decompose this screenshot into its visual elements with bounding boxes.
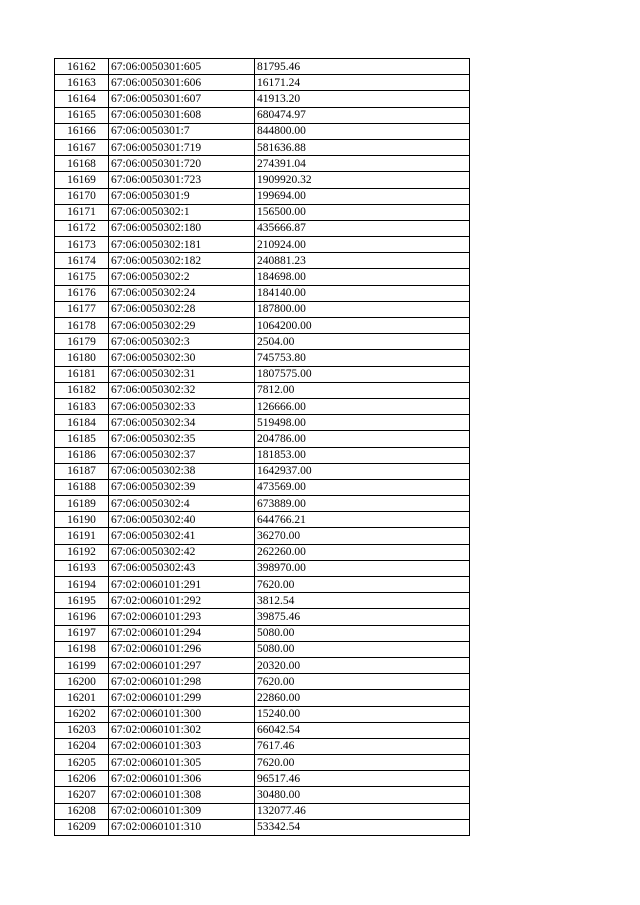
row-number-cell: 16195 — [55, 593, 109, 609]
row-number-cell: 16170 — [55, 188, 109, 204]
row-number-cell: 16167 — [55, 139, 109, 155]
cadastral-number-cell: 67:06:0050302:32 — [109, 382, 255, 398]
row-number-cell: 16191 — [55, 528, 109, 544]
cadastral-number-cell: 67:06:0050302:3 — [109, 334, 255, 350]
table-row — [55, 722, 470, 738]
cadastral-number-cell: 67:06:0050301:607 — [109, 91, 255, 107]
cadastral-value-cell: 262260.00 — [255, 544, 470, 560]
cadastral-number-cell: 67:06:0050301:719 — [109, 139, 255, 155]
table-row — [55, 657, 470, 673]
row-number-cell: 16168 — [55, 156, 109, 172]
row-number-cell: 16175 — [55, 269, 109, 285]
table-row — [55, 382, 470, 398]
cadastral-value-cell: 274391.04 — [255, 156, 470, 172]
cadastral-number-cell: 67:06:0050301:723 — [109, 172, 255, 188]
cadastral-value-cell: 398970.00 — [255, 560, 470, 576]
row-number-cell: 16180 — [55, 350, 109, 366]
cadastral-value-cell: 2504.00 — [255, 334, 470, 350]
table-row — [55, 269, 470, 285]
cadastral-number-cell: 67:02:0060101:291 — [109, 577, 255, 593]
table-row — [55, 560, 470, 576]
row-number-cell: 16204 — [55, 738, 109, 754]
cadastral-number-cell: 67:06:0050301:608 — [109, 107, 255, 123]
cadastral-number-cell: 67:02:0060101:294 — [109, 625, 255, 641]
cadastral-number-cell: 67:06:0050301:7 — [109, 123, 255, 139]
cadastral-number-cell: 67:02:0060101:293 — [109, 609, 255, 625]
row-number-cell: 16163 — [55, 75, 109, 91]
table-row — [55, 803, 470, 819]
row-number-cell: 16164 — [55, 91, 109, 107]
row-number-cell: 16181 — [55, 366, 109, 382]
cadastral-value-cell: 66042.54 — [255, 722, 470, 738]
row-number-cell: 16184 — [55, 415, 109, 431]
table-row — [55, 819, 470, 835]
table-row — [55, 334, 470, 350]
row-number-cell: 16172 — [55, 220, 109, 236]
cadastral-number-cell: 67:06:0050302:41 — [109, 528, 255, 544]
cadastral-value-cell: 126666.00 — [255, 398, 470, 414]
cadastral-value-cell: 184698.00 — [255, 269, 470, 285]
row-number-cell: 16176 — [55, 285, 109, 301]
row-number-cell: 16174 — [55, 253, 109, 269]
row-number-cell: 16193 — [55, 560, 109, 576]
cadastral-value-cell: 435666.87 — [255, 220, 470, 236]
row-number-cell: 16190 — [55, 512, 109, 528]
cadastral-value-cell: 680474.97 — [255, 107, 470, 123]
cadastral-number-cell: 67:06:0050301:9 — [109, 188, 255, 204]
table-row — [55, 172, 470, 188]
cadastral-value-cell: 39875.46 — [255, 609, 470, 625]
row-number-cell: 16162 — [55, 59, 109, 75]
cadastral-number-cell: 67:06:0050302:37 — [109, 447, 255, 463]
table-row — [55, 350, 470, 366]
table-row — [55, 641, 470, 657]
table-row — [55, 674, 470, 690]
table-row — [55, 398, 470, 414]
cadastral-number-cell: 67:06:0050302:39 — [109, 479, 255, 495]
row-number-cell: 16185 — [55, 431, 109, 447]
table-row — [55, 544, 470, 560]
table-row — [55, 593, 470, 609]
cadastral-value-cell: 30480.00 — [255, 787, 470, 803]
cadastral-number-cell: 67:06:0050302:35 — [109, 431, 255, 447]
row-number-cell: 16206 — [55, 771, 109, 787]
cadastral-number-cell: 67:06:0050302:181 — [109, 237, 255, 253]
row-number-cell: 16183 — [55, 398, 109, 414]
cadastral-number-cell: 67:06:0050302:40 — [109, 512, 255, 528]
cadastral-value-cell: 132077.46 — [255, 803, 470, 819]
row-number-cell: 16188 — [55, 479, 109, 495]
cadastral-value-cell: 41913.20 — [255, 91, 470, 107]
cadastral-value-cell: 15240.00 — [255, 706, 470, 722]
row-number-cell: 16208 — [55, 803, 109, 819]
cadastral-value-cell: 184140.00 — [255, 285, 470, 301]
row-number-cell: 16201 — [55, 690, 109, 706]
row-number-cell: 16173 — [55, 237, 109, 253]
table-row — [55, 59, 470, 75]
table-row — [55, 415, 470, 431]
cadastral-value-cell: 187800.00 — [255, 301, 470, 317]
row-number-cell: 16205 — [55, 755, 109, 771]
row-number-cell: 16194 — [55, 577, 109, 593]
cadastral-number-cell: 67:06:0050302:34 — [109, 415, 255, 431]
table-row — [55, 91, 470, 107]
table-row — [55, 706, 470, 722]
table-row — [55, 479, 470, 495]
cadastral-value-cell: 7620.00 — [255, 674, 470, 690]
table-row — [55, 253, 470, 269]
cadastral-number-cell: 67:06:0050302:43 — [109, 560, 255, 576]
row-number-cell: 16192 — [55, 544, 109, 560]
cadastral-value-cell: 644766.21 — [255, 512, 470, 528]
table-row — [55, 447, 470, 463]
cadastral-value-cell: 20320.00 — [255, 657, 470, 673]
table-row — [55, 463, 470, 479]
cadastral-value-cell: 473569.00 — [255, 479, 470, 495]
cadastral-number-cell: 67:06:0050301:605 — [109, 59, 255, 75]
cadastral-number-cell: 67:06:0050302:38 — [109, 463, 255, 479]
cadastral-number-cell: 67:06:0050302:4 — [109, 496, 255, 512]
cadastral-value-table — [54, 58, 470, 836]
cadastral-value-cell: 199694.00 — [255, 188, 470, 204]
row-number-cell: 16179 — [55, 334, 109, 350]
row-number-cell: 16200 — [55, 674, 109, 690]
table-row — [55, 738, 470, 754]
row-number-cell: 16169 — [55, 172, 109, 188]
cadastral-number-cell: 67:06:0050302:180 — [109, 220, 255, 236]
table-row — [55, 577, 470, 593]
table-row — [55, 609, 470, 625]
cadastral-number-cell: 67:06:0050302:30 — [109, 350, 255, 366]
cadastral-number-cell: 67:02:0060101:299 — [109, 690, 255, 706]
cadastral-value-cell: 210924.00 — [255, 237, 470, 253]
row-number-cell: 16165 — [55, 107, 109, 123]
cadastral-number-cell: 67:02:0060101:298 — [109, 674, 255, 690]
cadastral-number-cell: 67:06:0050301:606 — [109, 75, 255, 91]
table-row — [55, 366, 470, 382]
table-row — [55, 107, 470, 123]
cadastral-value-cell: 240881.23 — [255, 253, 470, 269]
table-row — [55, 204, 470, 220]
row-number-cell: 16196 — [55, 609, 109, 625]
cadastral-value-cell: 96517.46 — [255, 771, 470, 787]
row-number-cell: 16189 — [55, 496, 109, 512]
cadastral-value-cell: 1064200.00 — [255, 318, 470, 334]
cadastral-value-cell: 204786.00 — [255, 431, 470, 447]
row-number-cell: 16186 — [55, 447, 109, 463]
table-row — [55, 75, 470, 91]
cadastral-number-cell: 67:06:0050302:28 — [109, 301, 255, 317]
cadastral-number-cell: 67:06:0050302:42 — [109, 544, 255, 560]
cadastral-value-cell: 581636.88 — [255, 139, 470, 155]
row-number-cell: 16178 — [55, 318, 109, 334]
cadastral-value-cell: 7617.46 — [255, 738, 470, 754]
row-number-cell: 16171 — [55, 204, 109, 220]
table-row — [55, 431, 470, 447]
table-row — [55, 787, 470, 803]
cadastral-number-cell: 67:06:0050302:182 — [109, 253, 255, 269]
cadastral-value-cell: 673889.00 — [255, 496, 470, 512]
cadastral-number-cell: 67:02:0060101:309 — [109, 803, 255, 819]
cadastral-number-cell: 67:02:0060101:292 — [109, 593, 255, 609]
cadastral-number-cell: 67:02:0060101:302 — [109, 722, 255, 738]
table-row — [55, 301, 470, 317]
table-row — [55, 285, 470, 301]
table-row — [55, 496, 470, 512]
table-row — [55, 625, 470, 641]
cadastral-number-cell: 67:06:0050302:1 — [109, 204, 255, 220]
cadastral-value-cell: 1909920.32 — [255, 172, 470, 188]
table-row — [55, 237, 470, 253]
cadastral-number-cell: 67:06:0050302:2 — [109, 269, 255, 285]
table-row — [55, 755, 470, 771]
cadastral-value-cell: 7812.00 — [255, 382, 470, 398]
cadastral-value-cell: 81795.46 — [255, 59, 470, 75]
table-row — [55, 690, 470, 706]
cadastral-number-cell: 67:06:0050301:720 — [109, 156, 255, 172]
cadastral-value-cell: 1642937.00 — [255, 463, 470, 479]
cadastral-value-cell: 5080.00 — [255, 625, 470, 641]
cadastral-number-cell: 67:06:0050302:29 — [109, 318, 255, 334]
table-row — [55, 771, 470, 787]
row-number-cell: 16203 — [55, 722, 109, 738]
cadastral-value-cell: 22860.00 — [255, 690, 470, 706]
table-row — [55, 139, 470, 155]
cadastral-value-cell: 745753.80 — [255, 350, 470, 366]
table-row — [55, 528, 470, 544]
row-number-cell: 16199 — [55, 657, 109, 673]
cadastral-number-cell: 67:06:0050302:31 — [109, 366, 255, 382]
cadastral-number-cell: 67:02:0060101:310 — [109, 819, 255, 835]
cadastral-value-cell: 181853.00 — [255, 447, 470, 463]
table-row — [55, 123, 470, 139]
table-body — [55, 59, 470, 836]
row-number-cell: 16177 — [55, 301, 109, 317]
cadastral-number-cell: 67:02:0060101:303 — [109, 738, 255, 754]
table-row — [55, 318, 470, 334]
cadastral-number-cell: 67:02:0060101:305 — [109, 755, 255, 771]
cadastral-value-cell: 519498.00 — [255, 415, 470, 431]
cadastral-number-cell: 67:02:0060101:297 — [109, 657, 255, 673]
table-row — [55, 220, 470, 236]
row-number-cell: 16207 — [55, 787, 109, 803]
cadastral-value-cell: 1807575.00 — [255, 366, 470, 382]
row-number-cell: 16187 — [55, 463, 109, 479]
row-number-cell: 16198 — [55, 641, 109, 657]
row-number-cell: 16209 — [55, 819, 109, 835]
row-number-cell: 16182 — [55, 382, 109, 398]
cadastral-value-cell: 5080.00 — [255, 641, 470, 657]
table-row — [55, 156, 470, 172]
cadastral-value-cell: 7620.00 — [255, 577, 470, 593]
row-number-cell: 16166 — [55, 123, 109, 139]
cadastral-number-cell: 67:06:0050302:24 — [109, 285, 255, 301]
cadastral-value-cell: 36270.00 — [255, 528, 470, 544]
cadastral-number-cell: 67:02:0060101:296 — [109, 641, 255, 657]
cadastral-number-cell: 67:02:0060101:306 — [109, 771, 255, 787]
row-number-cell: 16202 — [55, 706, 109, 722]
table-row — [55, 188, 470, 204]
cadastral-number-cell: 67:02:0060101:308 — [109, 787, 255, 803]
cadastral-value-cell: 844800.00 — [255, 123, 470, 139]
cadastral-value-cell: 53342.54 — [255, 819, 470, 835]
cadastral-value-cell: 156500.00 — [255, 204, 470, 220]
table-row — [55, 512, 470, 528]
row-number-cell: 16197 — [55, 625, 109, 641]
cadastral-number-cell: 67:06:0050302:33 — [109, 398, 255, 414]
cadastral-value-cell: 3812.54 — [255, 593, 470, 609]
cadastral-number-cell: 67:02:0060101:300 — [109, 706, 255, 722]
cadastral-value-cell: 16171.24 — [255, 75, 470, 91]
cadastral-value-cell: 7620.00 — [255, 755, 470, 771]
